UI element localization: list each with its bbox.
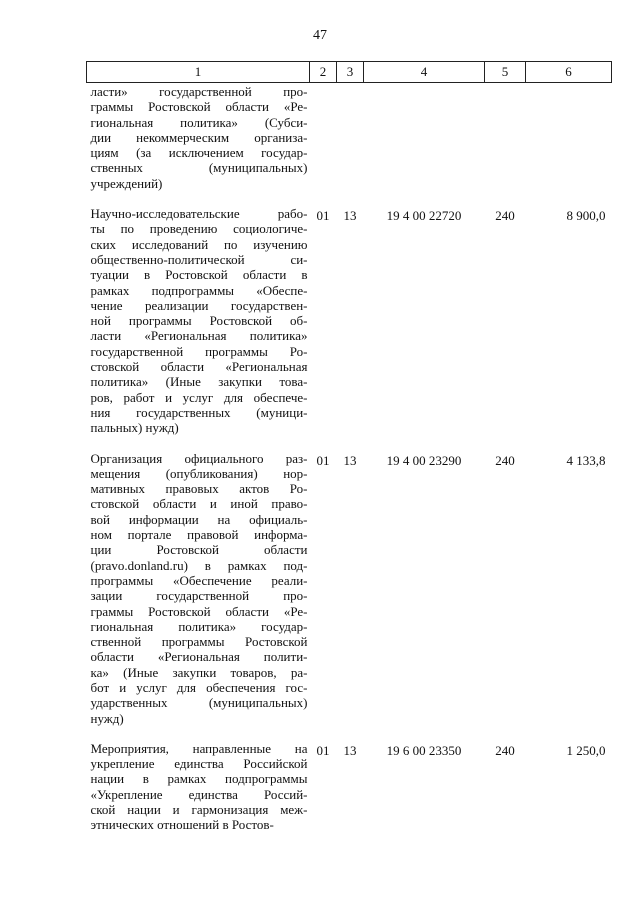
- description-line: укрепление единства Российской: [90, 756, 308, 772]
- target-article-code: 19 4 00 23290: [386, 452, 462, 468]
- description-line: ской нации и гармонизация меж-: [90, 802, 308, 818]
- description-line: Организация официального раз-: [90, 450, 308, 466]
- description-line: ударственных (муниципальных): [90, 695, 308, 711]
- expense-type-code: 240: [495, 742, 515, 758]
- subsection-code: 13: [343, 208, 357, 224]
- row-description: [87, 205, 310, 449]
- description-line: нужд): [90, 710, 124, 726]
- description-line: циям (за исключением государ-: [90, 145, 308, 161]
- description-line: общественно-политической си-: [90, 251, 308, 267]
- description-line: ских исследований по изучению: [90, 236, 308, 252]
- expense-type-code: 240: [495, 452, 515, 468]
- description-line: граммы Ростовской области «Ре-: [90, 99, 308, 115]
- description-line: политика» (Иные закупки това-: [90, 374, 308, 390]
- section-code: 01: [316, 208, 330, 224]
- description-line: ласти «Региональная политика»: [90, 328, 308, 344]
- subsection-code: 13: [343, 452, 357, 468]
- description-line: ной программы Ростовской об-: [90, 313, 308, 329]
- description-line: стовской области и иной право-: [90, 496, 308, 512]
- description-line: ласти» государственной про-: [90, 84, 308, 99]
- description-line: ров, работ и услуг для обеспече-: [90, 389, 308, 405]
- column-header-1: 1: [87, 62, 310, 83]
- table-row: [87, 740, 612, 833]
- description-line: программы «Обеспечение реали-: [90, 572, 308, 588]
- description-line: этнических отношений в Ростов-: [90, 817, 274, 833]
- description-line: учреждений): [90, 175, 163, 191]
- description-line: (pravo.donland.ru) в рамках под-: [90, 557, 308, 573]
- description-line: ном портале правовой информа-: [90, 527, 308, 543]
- description-line: государственной программы Ро-: [90, 343, 308, 359]
- column-header-2: 2: [310, 62, 337, 83]
- target-article-code: 19 6 00 23350: [386, 742, 462, 758]
- target-article-code: 19 4 00 22720: [386, 208, 462, 224]
- table-row: [87, 205, 612, 449]
- column-header-3: 3: [337, 62, 364, 83]
- target-article-code: [364, 83, 485, 206]
- amount: 4 133,8: [566, 452, 606, 468]
- section-code: [310, 83, 337, 206]
- description-line: стовской области «Региональная: [90, 359, 308, 375]
- description-line: ния государственных (муници-: [90, 404, 308, 420]
- section-code: 01: [316, 452, 330, 468]
- description-line: туации в Ростовской области в: [90, 267, 308, 283]
- description-line: вой информации на официаль-: [90, 511, 308, 527]
- description-line: зации государственной про-: [90, 588, 308, 604]
- description-line: ственной программы Ростовской: [90, 634, 308, 650]
- row-description: [87, 83, 310, 206]
- description-line: гиональная политика» государ-: [90, 618, 308, 634]
- subsection-code: [337, 83, 364, 206]
- description-line: Мероприятия, направленные на: [90, 740, 308, 756]
- description-line: мативных правовых актов Ро-: [90, 481, 308, 497]
- description-line: рамках подпрограммы «Обеспе-: [90, 282, 308, 298]
- description-line: «Укрепление единства Россий-: [90, 786, 308, 802]
- budget-table: [86, 61, 612, 833]
- amount: 8 900,0: [566, 208, 606, 224]
- amount: [526, 83, 612, 206]
- description-line: пальных) нужд): [90, 420, 179, 436]
- section-code: 01: [316, 742, 330, 758]
- description-line: бот и услуг для обеспечения гос-: [90, 679, 308, 695]
- description-line: Научно-исследовательские рабо-: [90, 206, 308, 222]
- table-row: [87, 450, 612, 740]
- description-line: граммы Ростовской области «Ре-: [90, 603, 308, 619]
- description-line: мещения (опубликования) нор-: [90, 465, 308, 481]
- description-line: ственных (муниципальных): [90, 160, 308, 176]
- expense-type-code: 240: [495, 208, 515, 224]
- description-line: дии некоммерческим организа-: [90, 129, 308, 145]
- column-header-6: 6: [526, 62, 612, 83]
- column-header-5: 5: [485, 62, 526, 83]
- amount: 1 250,0: [566, 742, 606, 758]
- table-header-row: [87, 62, 612, 83]
- description-line: ты по проведению социологиче-: [90, 221, 308, 237]
- row-description: [87, 450, 310, 740]
- subsection-code: 13: [343, 742, 357, 758]
- description-line: ции Ростовской области: [90, 542, 308, 558]
- description-line: гиональная политика» (Субси-: [90, 114, 308, 130]
- description-line: области «Региональная полити-: [90, 649, 308, 665]
- row-description: [87, 740, 310, 833]
- column-header-4: 4: [364, 62, 485, 83]
- description-line: ка» (Иные закупки товаров, ра-: [90, 664, 308, 680]
- page-number: 47: [313, 28, 327, 43]
- description-line: чение реализации государствен-: [90, 297, 308, 313]
- description-line: нации в рамках подпрограммы: [90, 771, 308, 787]
- expense-type-code: [485, 83, 526, 206]
- table-row: [87, 83, 612, 206]
